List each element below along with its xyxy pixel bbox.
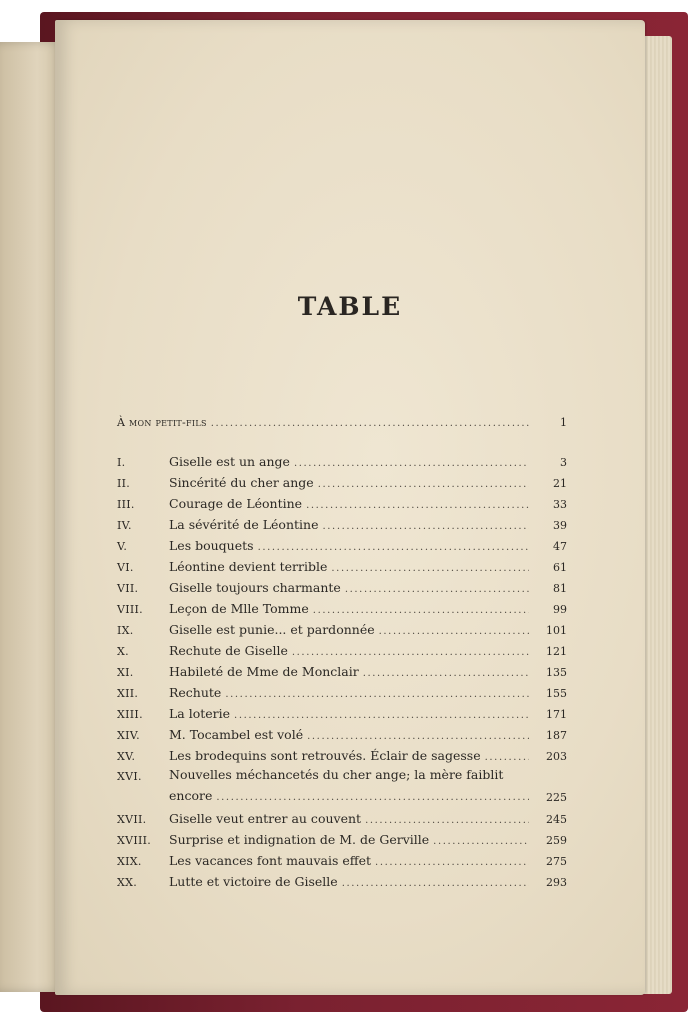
- toc-row: [117, 598, 567, 619]
- book-page: [55, 20, 645, 995]
- leader-dots: [225, 684, 529, 705]
- toc-row: [117, 493, 567, 514]
- toc-chapter-title: Les vacances font mauvais effet: [169, 853, 372, 868]
- toc-chapter-number: XIII.: [117, 708, 143, 721]
- toc-chapter-title: Rechute: [169, 685, 222, 700]
- toc-page-number: 293: [546, 876, 567, 889]
- toc-chapter-number: IX.: [117, 624, 134, 637]
- toc-chapter-number: XV.: [117, 750, 136, 763]
- toc-page-number: 225: [546, 791, 567, 804]
- toc-chapter-title: Nouvelles méchancetés du cher ange; la mère faiblit: [169, 767, 504, 782]
- page-title: TABLE: [297, 292, 403, 321]
- table-of-contents: [117, 412, 567, 892]
- toc-chapter-number: VIII.: [117, 603, 143, 616]
- left-facing-page: [0, 42, 62, 992]
- toc-page-number: 245: [546, 813, 567, 826]
- leader-dots: [306, 495, 529, 516]
- toc-page-number: 47: [553, 540, 567, 553]
- toc-gap: [117, 433, 567, 451]
- toc-row: [117, 829, 567, 850]
- toc-chapter-title: Giselle veut entrer au couvent: [169, 811, 362, 826]
- toc-chapter-number: X.: [117, 645, 129, 658]
- toc-row: [117, 766, 567, 808]
- toc-row: [117, 871, 567, 892]
- toc-chapter-title-continued: encore: [169, 788, 213, 803]
- leader-dots: [322, 516, 529, 537]
- toc-chapter-title: Giselle est un ange: [169, 454, 290, 469]
- toc-chapter-title: Les bouquets: [169, 538, 254, 553]
- toc-chapter-number: VI.: [117, 561, 134, 574]
- toc-row: [117, 682, 567, 703]
- toc-chapter-title: Sincérité du cher ange: [169, 475, 314, 490]
- toc-row: [117, 724, 567, 745]
- toc-row: [117, 703, 567, 724]
- leader-dots: [331, 558, 529, 579]
- toc-page-number: 171: [546, 708, 567, 721]
- toc-page-number: 259: [546, 834, 567, 847]
- toc-row: [117, 577, 567, 598]
- toc-row: [117, 745, 567, 766]
- toc-chapter-title: La loterie: [169, 706, 231, 721]
- toc-page-number: 121: [546, 645, 567, 658]
- toc-chapter-title: Rechute de Giselle: [169, 643, 288, 658]
- toc-chapter-title: La sévérité de Léontine: [169, 517, 319, 532]
- toc-page-number: 3: [560, 456, 567, 469]
- leader-dots: [365, 810, 529, 831]
- toc-row: [117, 472, 567, 493]
- toc-page-number: 155: [546, 687, 567, 700]
- leader-dots: [292, 642, 529, 663]
- toc-row: [117, 514, 567, 535]
- toc-row: [117, 535, 567, 556]
- toc-preface-row: [117, 412, 567, 433]
- toc-page-number: 135: [546, 666, 567, 679]
- toc-chapter-number: XVI.: [117, 770, 142, 783]
- toc-row: [117, 619, 567, 640]
- toc-row: [117, 808, 567, 829]
- toc-preface-label: À mon petit-fils: [117, 416, 207, 429]
- toc-page-number: 203: [546, 750, 567, 763]
- toc-row: [117, 451, 567, 472]
- leader-dots: [216, 787, 529, 808]
- toc-chapter-number: III.: [117, 498, 135, 511]
- toc-chapter-number: XX.: [117, 876, 138, 889]
- toc-chapter-title: Leçon de Mlle Tomme: [169, 601, 309, 616]
- toc-page-number: 187: [546, 729, 567, 742]
- toc-page-number: 99: [553, 603, 567, 616]
- toc-chapter-number: XII.: [117, 687, 139, 700]
- toc-row: [117, 850, 567, 871]
- leader-dots: [234, 705, 529, 726]
- leader-dots: [363, 663, 529, 684]
- leader-dots: [375, 852, 529, 873]
- leader-dots: [294, 453, 529, 474]
- toc-chapter-number: IV.: [117, 519, 132, 532]
- leader-dots: [318, 474, 529, 495]
- toc-page-number: 81: [553, 582, 567, 595]
- toc-page-number: 39: [553, 519, 567, 532]
- toc-chapter-number: XI.: [117, 666, 134, 679]
- toc-row: [117, 640, 567, 661]
- toc-page-number: 275: [546, 855, 567, 868]
- toc-page-number: 61: [553, 561, 567, 574]
- toc-page-number: 33: [553, 498, 567, 511]
- leader-dots: [307, 726, 529, 747]
- leader-dots: [379, 621, 529, 642]
- toc-chapter-title: Léontine devient terrible: [169, 559, 328, 574]
- leader-dots: [433, 831, 529, 852]
- toc-preface-page: 1: [560, 416, 567, 429]
- toc-chapter-number: XVII.: [117, 813, 147, 826]
- toc-chapter-title: Courage de Léontine: [169, 496, 303, 511]
- toc-chapter-title: Surprise et indignation de M. de Gerville: [169, 832, 430, 847]
- toc-chapter-number: XIX.: [117, 855, 142, 868]
- toc-chapter-number: II.: [117, 477, 131, 490]
- toc-chapter-number: I.: [117, 456, 126, 469]
- toc-chapter-number: XIV.: [117, 729, 140, 742]
- toc-page-number: 21: [553, 477, 567, 490]
- toc-chapter-number: XVIII.: [117, 834, 152, 847]
- toc-chapter-title: M. Tocambel est volé: [169, 727, 304, 742]
- toc-chapter-title: Giselle toujours charmante: [169, 580, 341, 595]
- toc-chapter-number: VII.: [117, 582, 139, 595]
- toc-chapter-title: Les brodequins sont retrouvés. Éclair de sagesse: [169, 748, 481, 763]
- toc-page-number: 101: [546, 624, 567, 637]
- toc-chapter-title: Lutte et victoire de Giselle: [169, 874, 338, 889]
- leader-dots: [342, 873, 529, 894]
- leader-dots: [345, 579, 529, 600]
- toc-chapter-title: Habileté de Mme de Monclair: [169, 664, 359, 679]
- leader-dots: [258, 537, 529, 558]
- leader-dots: [211, 413, 529, 434]
- toc-chapter-title: Giselle est punie... et pardonnée: [169, 622, 375, 637]
- toc-row: [117, 661, 567, 682]
- toc-chapter-number: V.: [117, 540, 128, 553]
- toc-row: [117, 556, 567, 577]
- leader-dots: [313, 600, 529, 621]
